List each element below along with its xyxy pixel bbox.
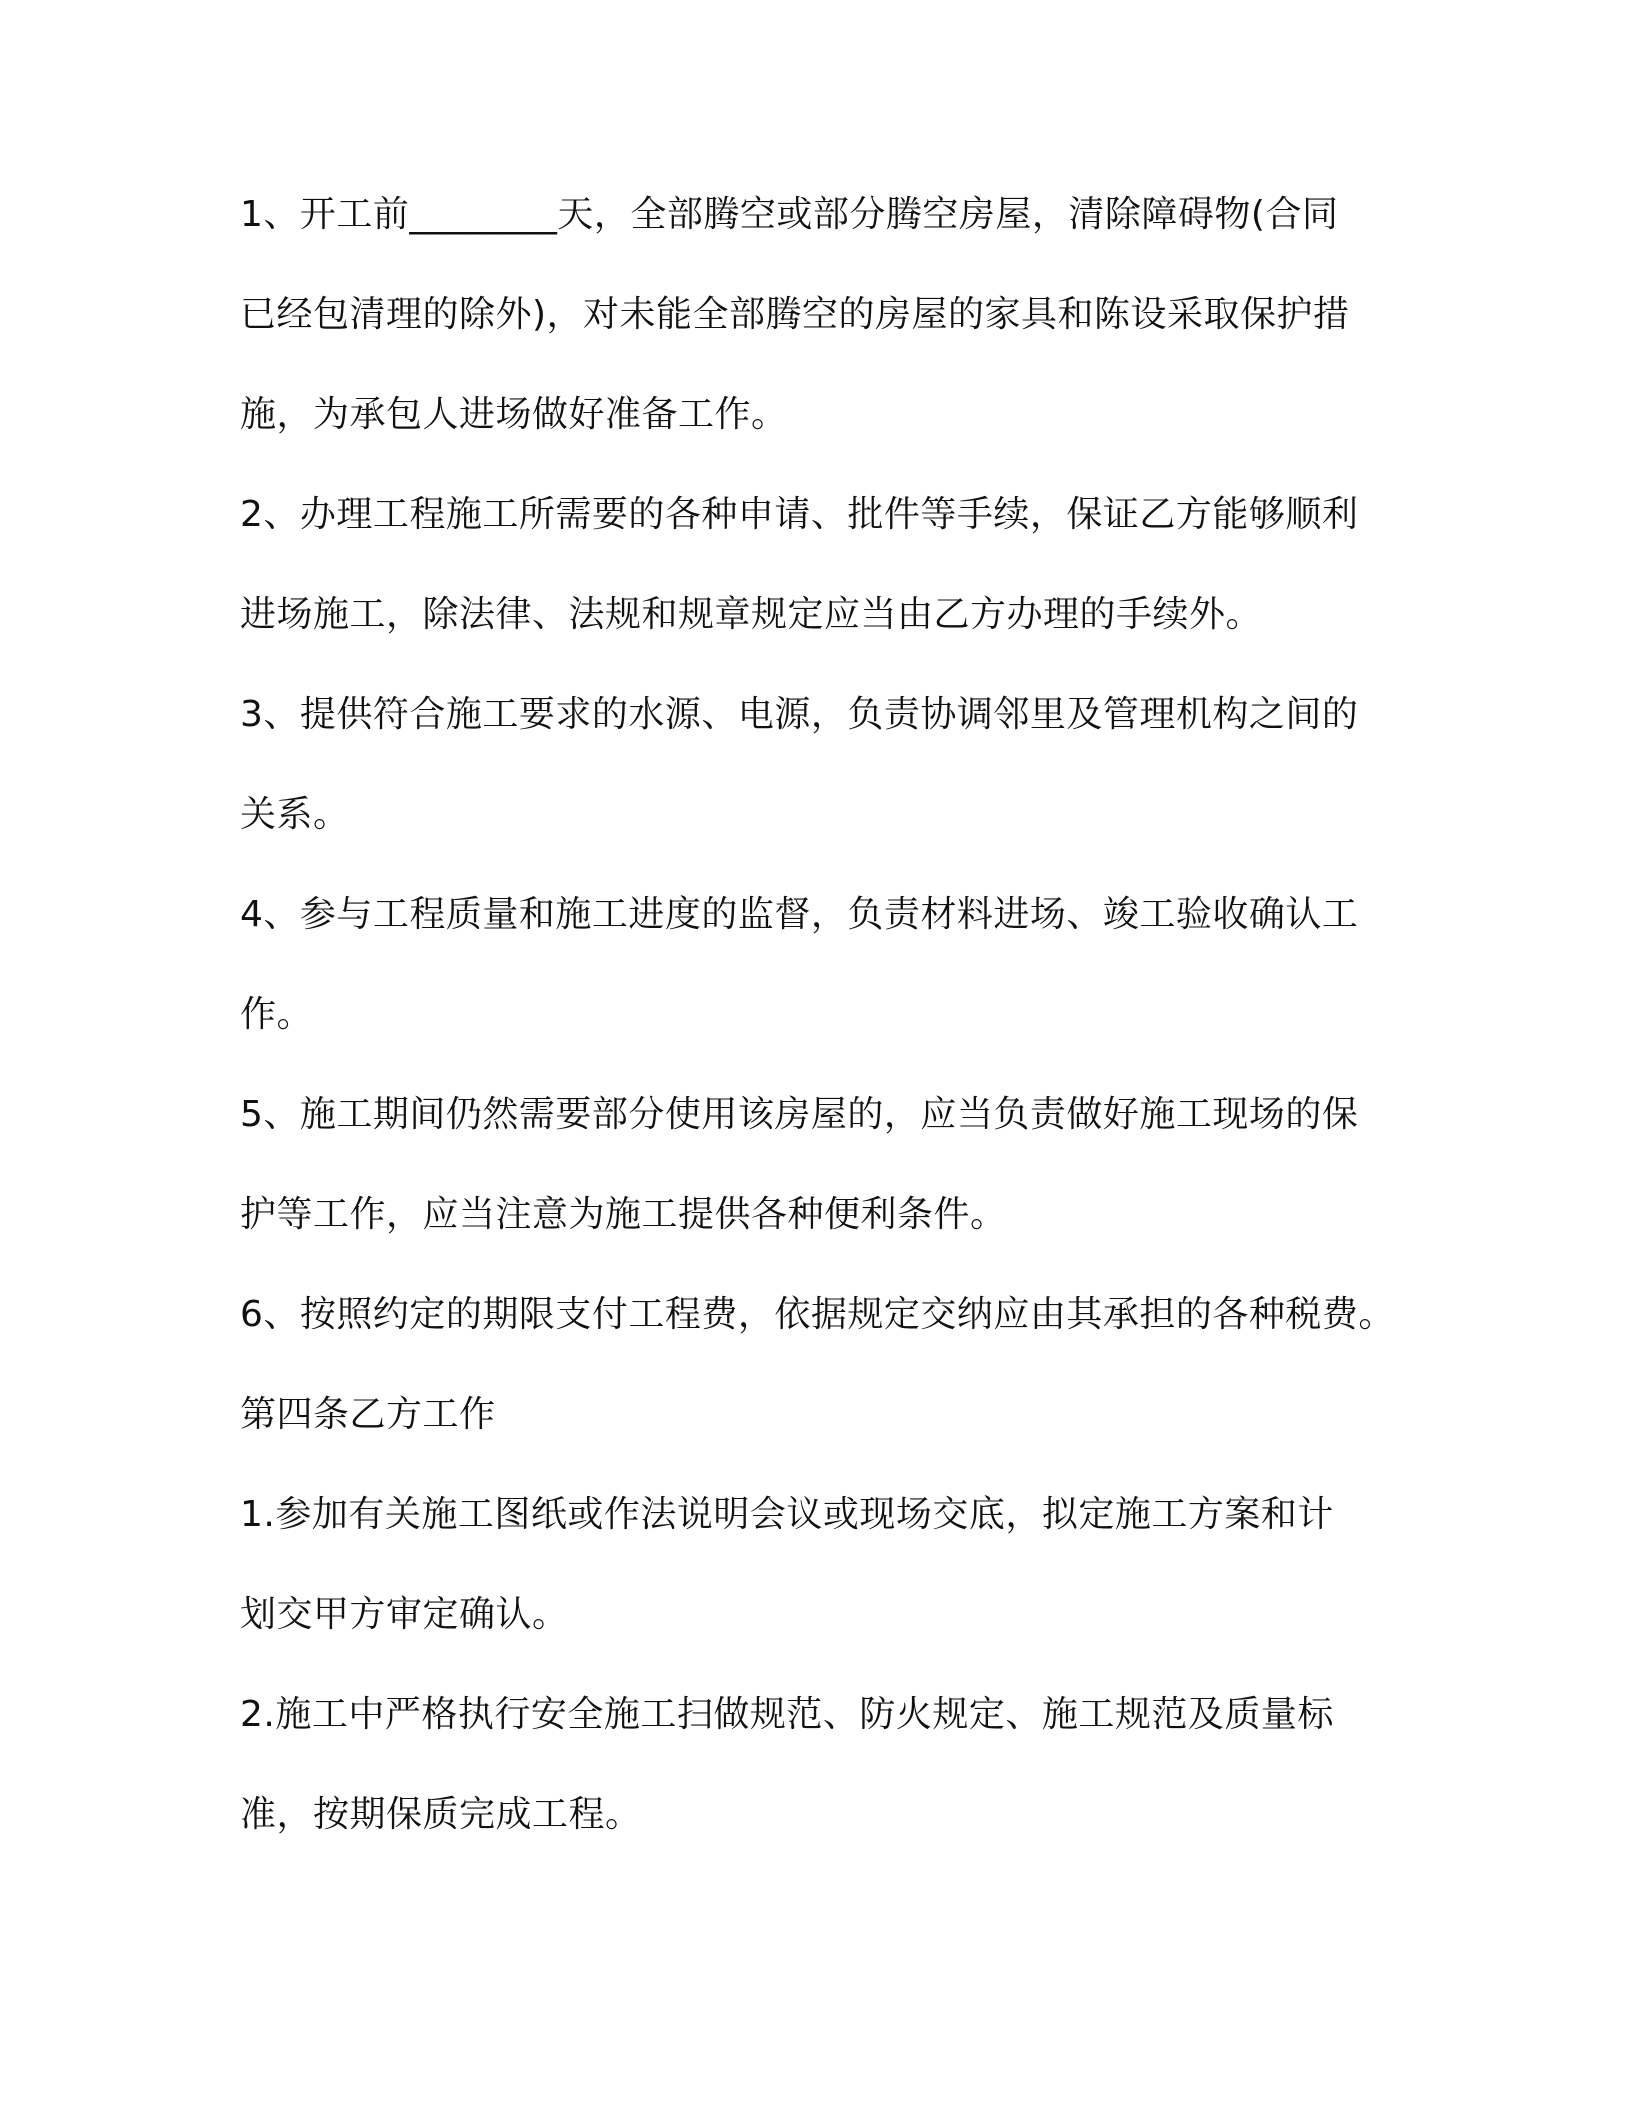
- section-heading: 第四条乙方工作: [240, 1394, 496, 1435]
- clause-6-line-1: 6、按照约定的期限支付工程费，依据规定交纳应由其承担的各种税费。: [240, 1294, 1395, 1335]
- clause-5-line-2: 护等工作，应当注意为施工提供各种便利条件。: [240, 1194, 1007, 1235]
- clause-5-line-1: 5、施工期间仍然需要部分使用该房屋的，应当负责做好施工现场的保: [240, 1094, 1359, 1135]
- item-2-line-2: 准，按期保质完成工程。: [240, 1794, 642, 1835]
- item-1-line-1: 1.参加有关施工图纸或作法说明会议或现场交底，拟定施工方案和计: [240, 1494, 1334, 1535]
- clause-2-line-2: 进场施工，除法律、法规和规章规定应当由乙方办理的手续外。: [240, 594, 1263, 635]
- clause-4-line-1: 4、参与工程质量和施工进度的监督，负责材料进场、竣工验收确认工: [240, 894, 1359, 935]
- clause-4-line-2: 作。: [240, 994, 314, 1035]
- item-2-line-1: 2.施工中严格执行安全施工扫做规范、防火规定、施工规范及质量标: [240, 1694, 1334, 1735]
- document-body: [240, 180, 1420, 1880]
- clause-1-line-3: 施，为承包人进场做好准备工作。: [240, 394, 788, 435]
- item-1-line-2: 划交甲方审定确认。: [240, 1594, 569, 1635]
- clause-3-line-1: 3、提供符合施工要求的水源、电源，负责协调邻里及管理机构之间的: [240, 694, 1359, 735]
- clause-3-line-2: 关系。: [240, 794, 350, 835]
- clause-2-line-1: 2、办理工程施工所需要的各种申请、批件等手续，保证乙方能够顺利: [240, 494, 1359, 535]
- clause-1-line-2: 已经包清理的除外)，对未能全部腾空的房屋的家具和陈设采取保护措: [240, 294, 1350, 335]
- clause-1-line-1: 1、开工前________天，全部腾空或部分腾空房屋，清除障碍物(合同: [240, 194, 1339, 235]
